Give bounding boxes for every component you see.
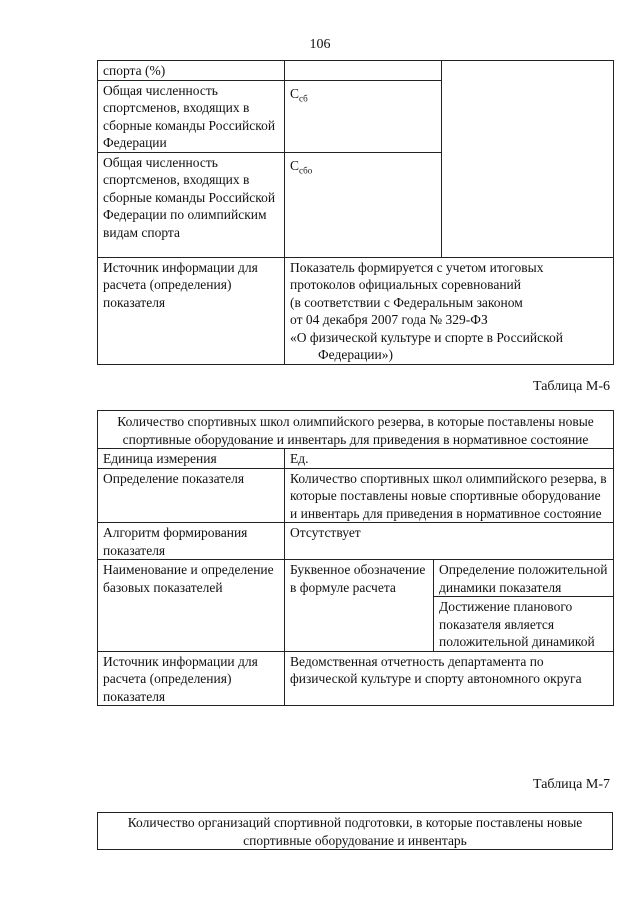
table-cell: Буквенное обозначение в формуле расчета [285,560,434,652]
table-cell [285,80,442,152]
table-row [98,468,614,523]
table-title: Количество организаций спортивной подготовки, в которые поставлены новые спортивные оборудование и инвентарь [98,813,613,850]
symbol-subscript: сбо [299,165,313,176]
text-line: «О физической культуре и спорте в Российской [290,329,563,345]
table-cell: Единица измерения [98,449,285,469]
table-cell: Достижение планового показателя является положительной динамикой [434,597,614,652]
table-caption: Таблица М-7 [533,777,610,792]
page-number: 106 [309,37,331,52]
table-cell: Ведомственная отчетность департамента по физической культуре и спорту автономного округа [285,651,614,706]
text-line: Показатель формируется с учетом итоговых [290,259,544,275]
table-cell: Определение показателя [98,468,285,523]
table-cell: Источник информации для расчета (определения) показателя [98,651,285,706]
table-cell: Источник информации для расчета (определения) показателя [98,257,285,364]
table-cell: Отсутствует [285,523,614,560]
symbol: С [290,157,300,173]
symbol: С [290,85,300,101]
table-row [98,523,614,560]
table-row [98,813,613,850]
text-line: (в соответствии с Федеральным законом [290,294,523,310]
table-row [98,411,614,449]
text-line: Федерации») [318,347,394,362]
symbol-subscript: сб [299,93,308,104]
table-row [98,449,614,469]
table-row [98,560,614,597]
table-cell: Наименование и определение базовых показателей [98,560,285,652]
table-m7 [97,812,613,850]
table-cell: Ед. [285,449,614,469]
table-cell [285,257,614,364]
table-title: Количество спортивных школ олимпийского резерва, в которые поставлены новые спортивные оборудование и инвентарь для приведения в нормативное состояние [98,411,614,449]
table-cell [442,61,614,258]
table-cell: Алгоритм формирования показателя [98,523,285,560]
text-line: протоколов официальных соревнований [290,277,521,292]
table-m5-continued [97,60,614,365]
table-cell: Общая численность спортсменов, входящих в сборные команды Российской Федерации [98,80,285,152]
table-row [98,61,614,81]
text-line: от 04 декабря 2007 года № 329-ФЗ [290,312,488,327]
table-cell: спорта (%) [98,61,285,81]
table-row [98,257,614,364]
table-cell: Количество спортивных школ олимпийского резерва, в которые поставлены новые спортивные оборудование и инвентарь для приведения в нормативное состояние [285,468,614,523]
table-cell: Общая численность спортсменов, входящих в сборные команды Российской Федерации по олимпийским видам спорта [98,152,285,257]
table-cell [285,152,442,257]
table-caption: Таблица М-6 [533,379,610,394]
table-cell: Определение положительной динамики показателя [434,560,614,597]
table-row [98,651,614,706]
table-cell [285,61,442,81]
table-m6 [97,410,614,706]
